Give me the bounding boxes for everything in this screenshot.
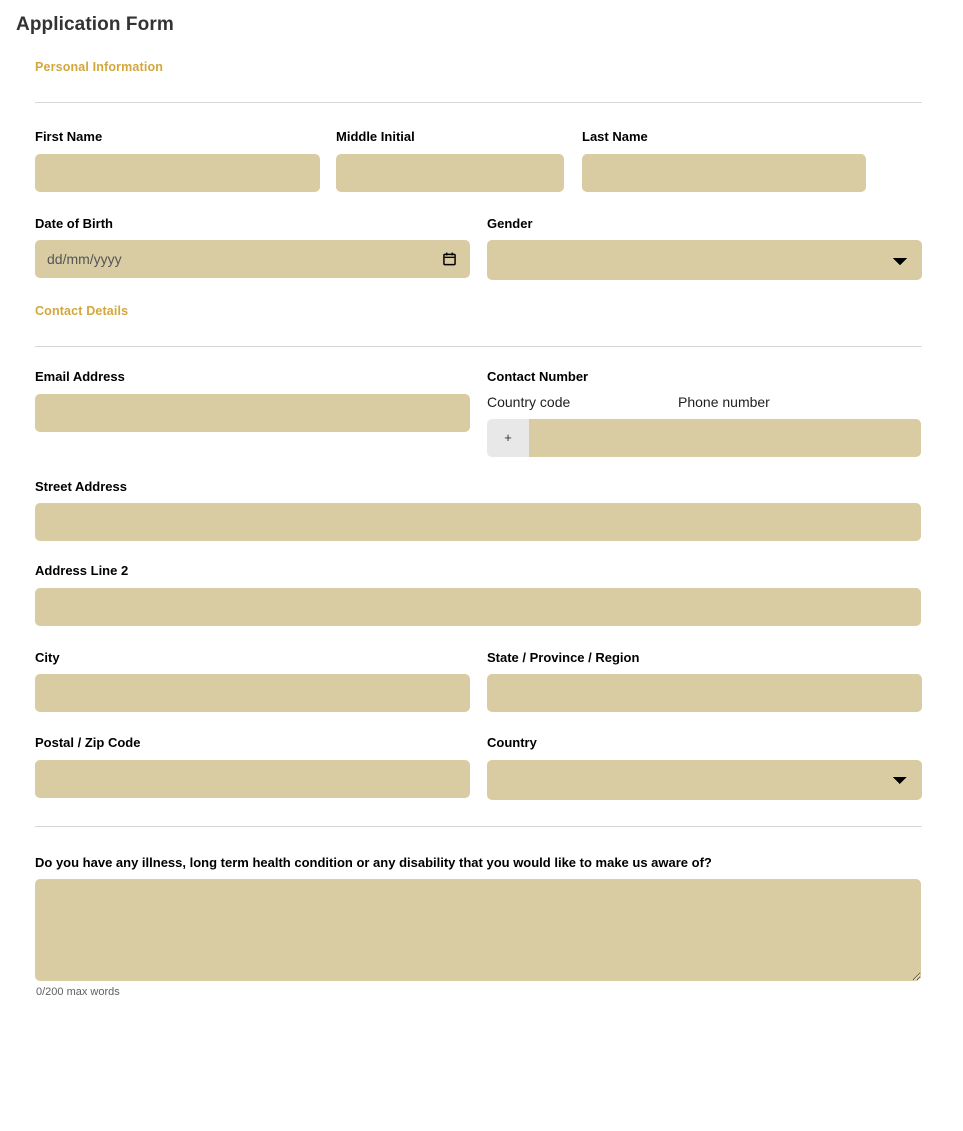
country-group xyxy=(487,735,922,800)
address-line-2-group xyxy=(35,563,922,626)
health-question-group xyxy=(35,855,922,998)
date-of-birth-label: Date of Birth xyxy=(35,215,113,231)
section-heading-contact-details: Contact Details xyxy=(35,304,129,319)
city-group xyxy=(35,650,470,713)
date-of-birth-control xyxy=(35,240,470,278)
middle-initial-input[interactable] xyxy=(336,154,564,192)
last-name-group xyxy=(582,129,866,192)
gender-select[interactable] xyxy=(487,240,922,280)
health-question-label: Do you have any illness, long term health condition or any disability that you would like to make us aware of? xyxy=(35,854,712,870)
first-name-group xyxy=(35,129,320,192)
address-line-2-input[interactable] xyxy=(35,588,921,626)
city-state-row xyxy=(35,650,922,713)
phone-row xyxy=(487,394,922,457)
street-address-input[interactable] xyxy=(35,503,921,541)
date-of-birth-group xyxy=(35,216,470,281)
health-question-textarea[interactable] xyxy=(35,879,921,981)
email-label: Email Address xyxy=(35,369,125,385)
last-name-input[interactable] xyxy=(582,154,866,192)
page-title: Application Form xyxy=(16,14,174,35)
gender-label: Gender xyxy=(487,215,533,231)
postal-input[interactable] xyxy=(35,760,470,798)
middle-initial-group xyxy=(336,129,564,192)
postal-group xyxy=(35,735,470,800)
word-count-text: 0/200 max words xyxy=(36,985,120,998)
first-name-input[interactable] xyxy=(35,154,320,192)
street-address-group xyxy=(35,479,922,542)
country-code-label: Country code xyxy=(487,393,571,410)
email-group xyxy=(35,369,470,456)
country-code-group xyxy=(487,394,666,457)
street-address-label: Street Address xyxy=(35,478,127,494)
state-label: State / Province / Region xyxy=(487,649,640,665)
state-input[interactable] xyxy=(487,674,922,712)
phone-number-group xyxy=(678,394,921,457)
section-divider-contact xyxy=(35,346,922,347)
contact-number-group xyxy=(487,369,922,456)
date-of-birth-input[interactable] xyxy=(35,240,470,278)
name-row xyxy=(35,129,922,192)
state-group xyxy=(487,650,922,713)
form-body xyxy=(0,36,963,998)
phone-number-input[interactable] xyxy=(678,419,921,457)
section-divider-health xyxy=(35,826,922,827)
country-select[interactable] xyxy=(487,760,922,800)
phone-number-label: Phone number xyxy=(678,393,770,410)
postal-country-row xyxy=(35,735,922,800)
section-divider-personal xyxy=(35,102,922,103)
address-line-2-label: Address Line 2 xyxy=(35,563,129,579)
email-contact-row xyxy=(35,369,922,456)
city-label: City xyxy=(35,649,60,665)
country-code-control xyxy=(487,419,666,457)
last-name-label: Last Name xyxy=(582,129,648,144)
first-name-label: First Name xyxy=(35,129,103,144)
city-input[interactable] xyxy=(35,674,470,712)
postal-label: Postal / Zip Code xyxy=(35,735,141,751)
plus-prefix: + xyxy=(487,419,529,457)
country-label: Country xyxy=(487,735,537,751)
contact-number-label: Contact Number xyxy=(487,369,589,385)
email-input[interactable] xyxy=(35,394,470,432)
section-heading-personal-information: Personal Information xyxy=(35,60,164,74)
middle-initial-label: Middle Initial xyxy=(336,129,415,144)
dob-gender-row xyxy=(35,216,922,281)
gender-group xyxy=(487,216,922,281)
